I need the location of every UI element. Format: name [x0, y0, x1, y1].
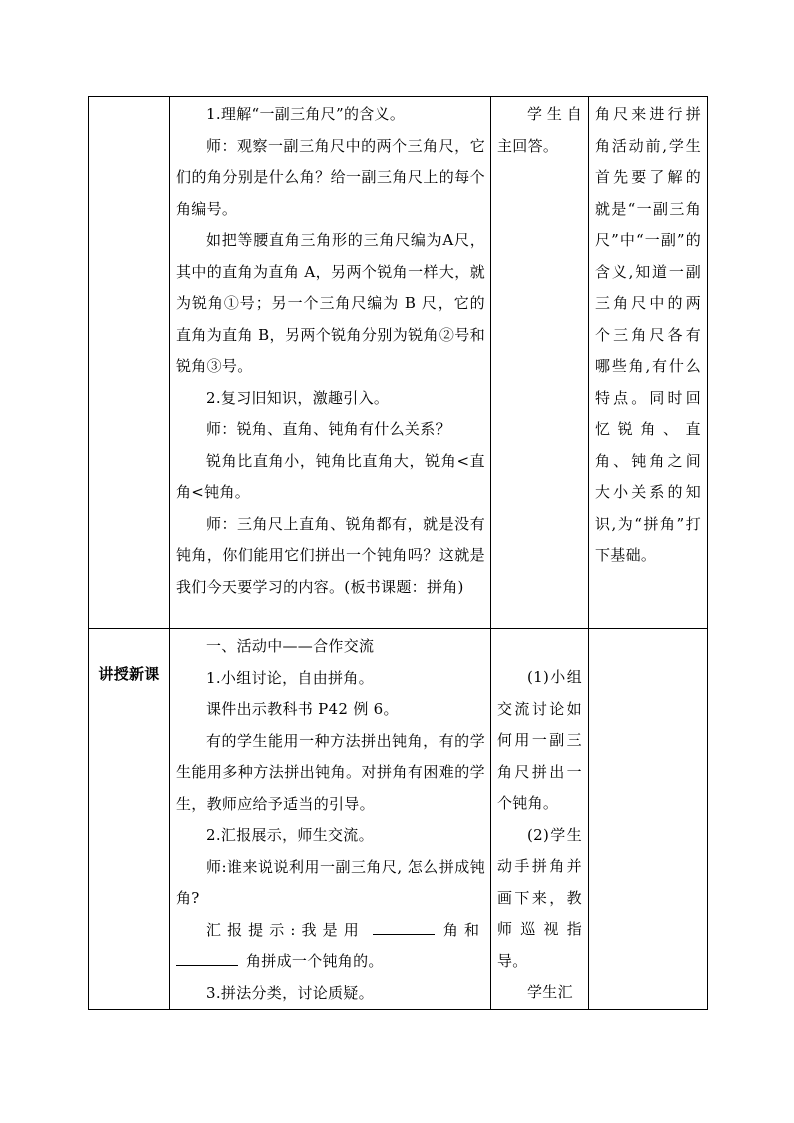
- fill-blank: [373, 918, 435, 935]
- stage-label: [89, 97, 169, 127]
- content-paragraph: 有的学生能用一种方法拼出钝角，有的学生能用多种方法拼出钝角。对拼角有困难的学生，教师应给予适当的引导。: [176, 731, 485, 813]
- report-hint: [176, 915, 485, 978]
- stage-label-cell: [89, 97, 170, 629]
- report-hint-text: 汇报提示:我是用: [206, 920, 365, 939]
- content-paragraph: 2.汇报展示，师生交流。: [206, 826, 374, 844]
- content-paragraph: 师：三角尺上直角、锐角都有，就是没有钝角，你们能用它们拼出一个钝角吗？这就是我们今天要学习的内容。(板书课题：拼角): [176, 514, 485, 596]
- content-paragraph: 师：观察一副三角尺中的两个三角尺，它们的角分别是什么角？给一副三角尺上的每个角编号。: [176, 136, 485, 218]
- student-activity-text: 学生汇: [527, 983, 573, 1001]
- teaching-content-cell: [170, 97, 491, 629]
- table-row: [89, 97, 708, 629]
- report-hint-text: 角和: [442, 920, 485, 939]
- student-activity-cell: [491, 629, 589, 1010]
- student-activity-text: (1)小组交流讨论如何用一副三角尺拼出一个钝角。: [497, 668, 582, 812]
- content-paragraph: 如把等腰直角三角形的三角尺编为A尺，其中的直角为直角 A，另两个锐角一样大，就为锐角①号；另一个三角尺编为 B 尺，它的直角为直角 B，另两个锐角分别为锐角②号和锐角③号。: [176, 231, 485, 375]
- stage-label: 讲授新课: [98, 665, 160, 683]
- content-paragraph: 2.复习旧知识，激趣引入。: [206, 388, 390, 407]
- report-hint-text: 角拼成一个钝角的。: [246, 952, 384, 970]
- content-paragraph: 师:谁来说说利用一副三角尺, 怎么拼成钝角?: [176, 857, 485, 907]
- design-intent-cell: [589, 629, 708, 1010]
- student-activity-cell: [491, 97, 589, 629]
- student-activity-text: (2)学生动手拼角并画下来，教师巡视指导。: [497, 825, 582, 970]
- content-paragraph: 师：锐角、直角、钝角有什么关系？: [206, 420, 451, 438]
- fill-blank: [176, 949, 238, 966]
- student-activity-text: 学生自主回答。: [497, 105, 582, 155]
- content-paragraph: 1.理解“一副三角尺”的含义。: [206, 105, 406, 123]
- lesson-plan-table: [88, 96, 708, 1010]
- content-paragraph: 3.拼法分类，讨论质疑。: [206, 983, 374, 1002]
- design-intent-cell: [589, 97, 708, 629]
- content-paragraph: 锐角比直角小，钝角比直角大，锐角<直角<钝角。: [176, 451, 485, 501]
- content-paragraph: 课件出示教科书 P42 例 6。: [206, 700, 399, 718]
- content-paragraph: 1.小组讨论，自由拼角。: [206, 668, 374, 687]
- table-row: [89, 629, 708, 1010]
- stage-label-cell: [89, 629, 170, 1010]
- teaching-content-cell: [170, 629, 491, 1010]
- design-intent-text: 角尺来进行拼角活动前,学生首先要了解的就是“一副三角尺”中“一副”的含义,知道一副三角尺中的两个三角尺各有哪些角,有什么特点。同时回忆锐角、直角、钝角之间大小关系的知识,为“拼角”打下基础。: [595, 105, 701, 564]
- content-paragraph: 一、活动中——合作交流: [206, 637, 375, 655]
